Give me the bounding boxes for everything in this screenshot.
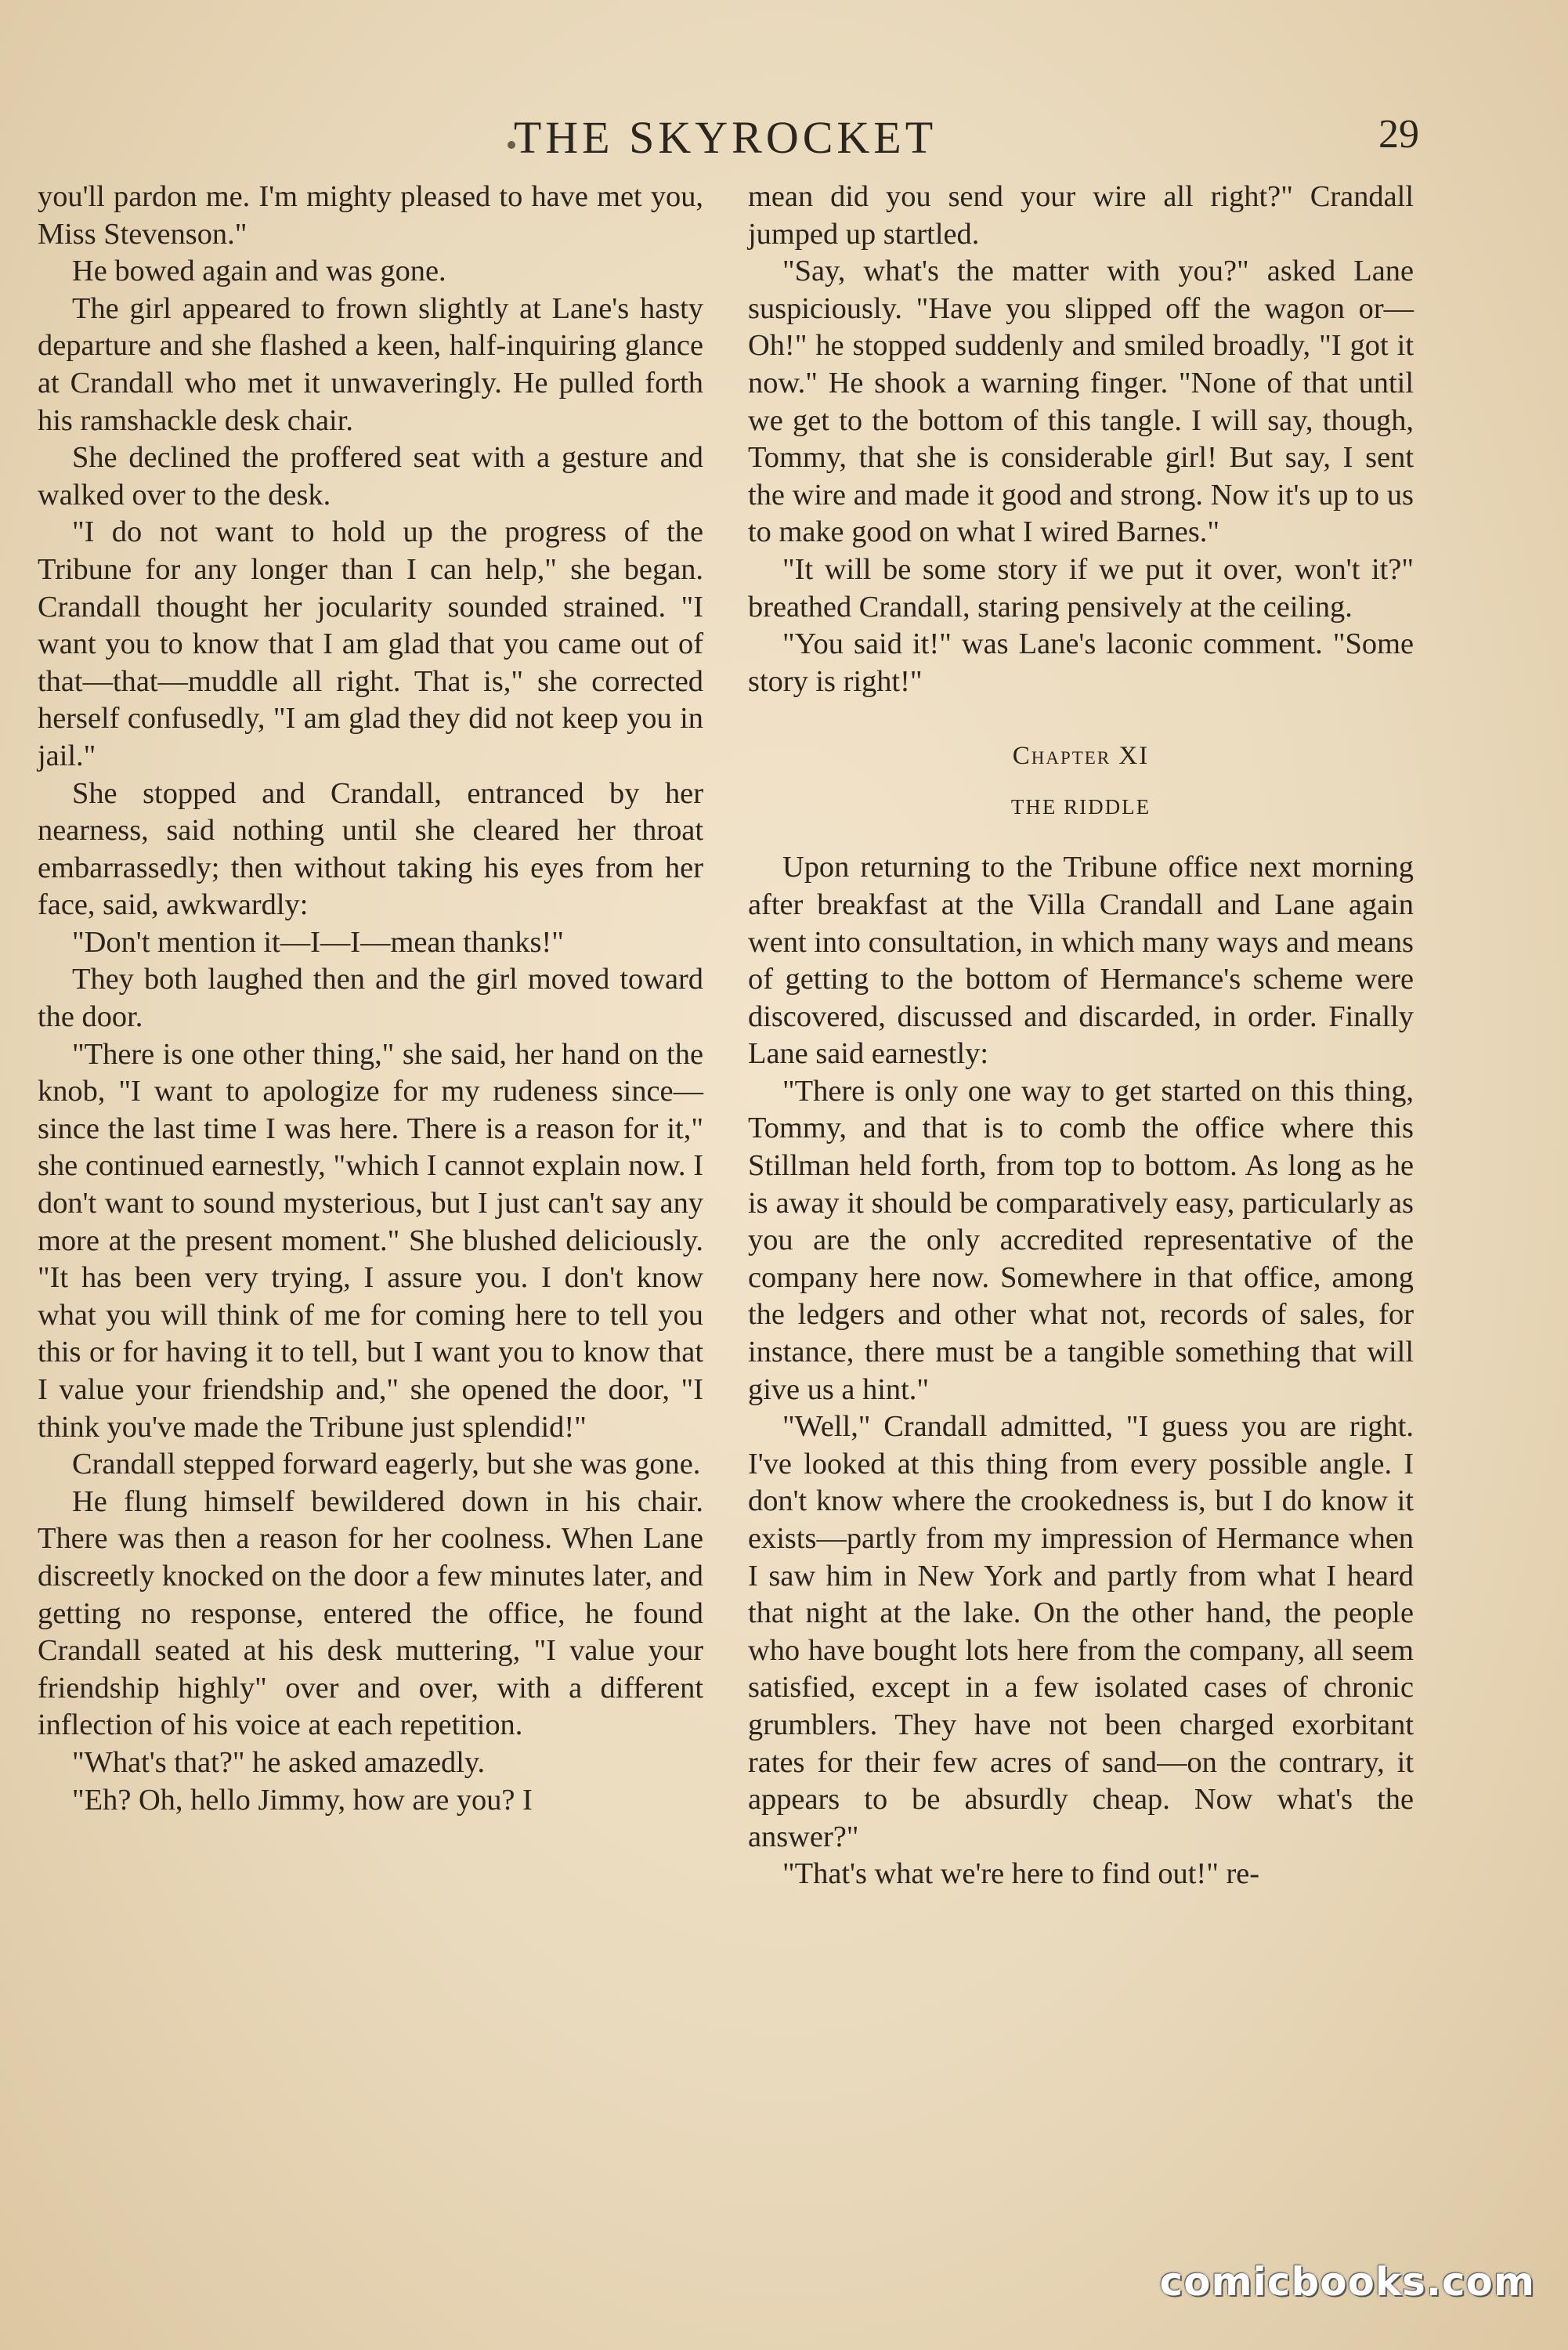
paragraph: She stopped and Crandall, entranced by her nearness, said nothing until she cleared her throat embarrassedly; then without taking his eyes from her face, said, awkwardly:	[38, 776, 703, 922]
paragraph: "I do not want to hold up the progress of the Tribune for any longer than I can help," she began. Crandall thought her jocularity sounded strained. "I want you to know that I am glad that you came out of that—that—muddle all right. That is," she corrected herself confusedly, "I am glad they did not keep you in jail."	[38, 515, 703, 772]
paragraph: He flung himself bewildered down in his chair. There was then a reason for her coolness. When Lane discreetly knocked on the door a few minutes later, and getting no response, entered the office, he found Crandall seated at his desk muttering, "I value your friendship highly" over and over, with a different inflection of his voice at each repetition.	[38, 1484, 703, 1742]
paragraph: "What's that?" he asked amazedly.	[72, 1745, 486, 1779]
paragraph: Crandall stepped forward eagerly, but she was gone.	[72, 1448, 701, 1481]
paragraph: Upon returning to the Tribune office next morning after breakfast at the Villa Crandall and Lane again went into consultation, in which many ways and means of getting to the bottom of Hermance's scheme were discovered, discussed and discarded, in order. Finally Lane said earnestly:	[748, 851, 1414, 1071]
paragraph: "Don't mention it—I—I—mean thanks!"	[72, 925, 564, 959]
paragraph: mean did you send your wire all right?" Crandall jumped up startled.	[748, 180, 1414, 251]
paragraph: "There is one other thing," she said, her hand on the knob, "I want to apologize for my rudeness since—since the last time I was here. There is a reason for it," she continued earnestly, "which I cannot explain now. I don't want to sound mysterious, but I just can't say any more at the present moment." She blushed deliciously. "It has been very trying, I assure you. I don't know what you will think of me for coming here to tell you this or for having it to tell, but I want you to know that I value your friendship and," she opened the door, "I think you've made the Tribune just splendid!"	[38, 1037, 703, 1444]
running-header	[31, 111, 1419, 174]
paragraph: They both laughed then and the girl moved toward the door.	[38, 963, 703, 1034]
paragraph: He bowed again and was gone.	[72, 255, 446, 288]
watermark: comicbooks.com	[1159, 2259, 1535, 2305]
paragraph: "Say, what's the matter with you?" asked Lane suspiciously. "Have you slipped off the wagon or—Oh!" he stopped suddenly and smiled broadly, "I got it now." He shook a warning finger. "None of that until we get to the bottom of this tangle. I will say, though, Tommy, that she is considerable girl! But say, I sent the wire and made it good and strong. Now it's up to us to make good on what I wired Barnes."	[748, 255, 1414, 549]
right-column	[748, 179, 1414, 1893]
paragraph: "Well," Crandall admitted, "I guess you are right. I've looked at this thing from every possible angle. I don't know where the crookedness is, but I do know it exists—partly from my impression of Hermance when I saw him in New York and partly from what I heard that night at the lake. On the other hand, the people who have bought lots here from the company, all seem satisfied, except in a few isolated cases of chronic grumblers. They have not been charged exorbitant rates for their few acres of sand—on the contrary, it appears to be absurdly cheap. Now what's the answer?"	[748, 1410, 1414, 1853]
running-title: THE SKYROCKET	[513, 112, 938, 163]
page-number: 29	[1378, 112, 1419, 157]
left-column	[38, 179, 703, 1819]
paragraph: "There is only one way to get started on this thing, Tommy, and that is to comb the office where this Stillman held forth, from top to bottom. As long as he is away it should be comparatively easy, particularly as you are the only accredited representative of the company here now. Somewhere in that office, among the ledgers and other what not, records of sales, for instance, there must be a tangible something that will give us a hint."	[748, 1074, 1414, 1406]
paragraph: you'll pardon me. I'm mighty pleased to have met you, Miss Stevenson."	[38, 180, 703, 251]
paragraph: "That's what we're here to find out!" re-	[782, 1857, 1260, 1891]
paragraph: "Eh? Oh, hello Jimmy, how are you? I	[72, 1783, 533, 1817]
chapter-heading: Chapter XI	[1012, 742, 1150, 771]
paragraph: "You said it!" was Lane's laconic comment. "Some story is right!"	[748, 627, 1414, 698]
paragraph: "It will be some story if we put it over, won't it?" breathed Crandall, staring pensively at the ceiling.	[748, 552, 1414, 624]
paragraph: She declined the proffered seat with a gesture and walked over to the desk.	[38, 441, 703, 512]
chapter-subtitle: THE RIDDLE	[1010, 795, 1151, 819]
paragraph: The girl appeared to frown slightly at Lane's hasty departure and she flashed a keen, half-inquiring glance at Crandall who met it unwaveringly. He pulled forth his ramshackle desk chair.	[38, 291, 703, 437]
